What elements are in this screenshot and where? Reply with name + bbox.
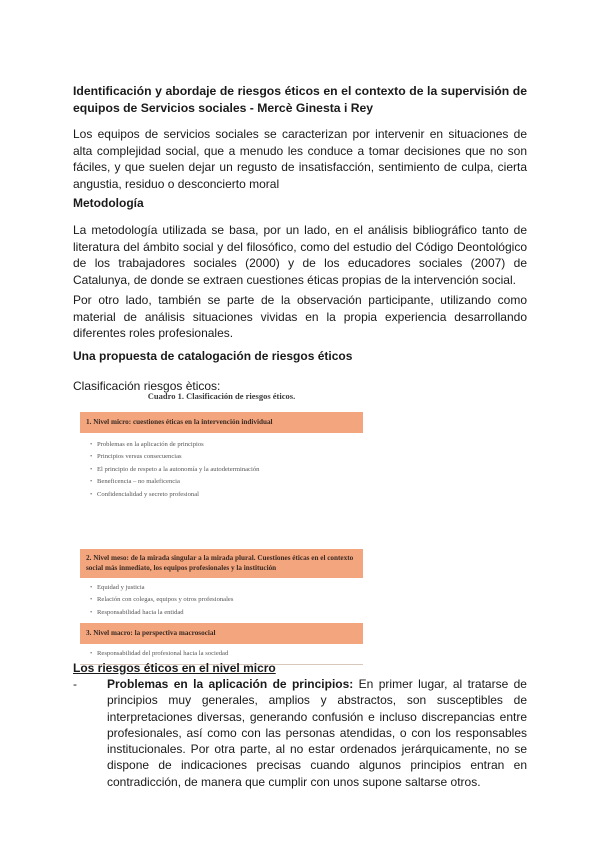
list-item: • Responsabilidad hacia la entidad: [90, 607, 353, 620]
list-item: • Relación con colegas, equipos y otros profesionales: [90, 594, 353, 607]
list-marker: -: [73, 677, 77, 691]
list-item-term: Problemas en la aplicación de principios:: [107, 677, 354, 691]
list-item: • Problemas en la aplicación de principios: [90, 439, 353, 452]
document-title: Identificación y abordaje de riesgos éticos en el contexto de la supervisión de equipos de Servicios sociales - Mercè Ginesta i Rey: [73, 84, 527, 115]
list-item-text: En primer lugar, al tratarse de principios muy generales, amplios y abstractos, son susceptibles de interpretaciones diversas, generando confusión e incluso discrepancias entre profesionales, así como con las personas atendidas, o con los responsables institucionales. Por otra parte, al no estar ordenados jerárquicamente, no se dispone de indicaciones precisas cuando algunos principios entran en contradicción, de manera que cumplir con unos supone saltarse otros.: [107, 677, 527, 789]
list-item: • Confidencialidad y secreto profesional: [90, 489, 353, 502]
list-item: • Beneficencia – no maleficencia: [90, 476, 353, 489]
proposal-heading: Una propuesta de catalogación de riesgos éticos: [73, 349, 353, 363]
list-item: • El principio de respeto a la autonomía y la autodeterminación: [90, 464, 353, 477]
level-micro-header: 1. Nivel micro: cuestiones éticas en la intervención individual: [80, 412, 363, 433]
intro-paragraph: Los equipos de servicios sociales se caracterizan por intervenir en situaciones de alta complejidad social, que a menudo les conduce a tomar decisiones que no son fáciles, y que suelen dejar un regusto de insatisfacción, sentimiento de culpa, cierta angustia, residuo o desconcierto moral: [73, 127, 527, 191]
methodology-paragraph-2: Por otro lado, también se parte de la observación participante, utilizando como material de análisis situaciones vividas en la propia experiencia desarrollando diferentes roles profesionales.: [73, 293, 527, 340]
level-micro-list: [80, 433, 363, 549]
figure-title: Cuadro 1. Clasificación de riesgos éticos.: [147, 391, 296, 401]
list-item: • Equidad y justicia: [90, 582, 353, 595]
list-item: • Principios versus consecuencias: [90, 451, 353, 464]
level-meso-list: [80, 578, 363, 624]
figure-caption: Clasificación riesgos èticos:: [73, 379, 221, 393]
list-item: [73, 676, 527, 790]
level-macro-header: 3. Nivel macro: la perspectiva macrosocial: [80, 623, 363, 644]
level-meso-header: 2. Nivel meso: de la mirada singular a la mirada plural. Cuestiones éticas en el contexto social más inmediato, los equipos profesionales y la institución: [80, 549, 363, 578]
list-item: • Responsabilidad del profesional hacia la sociedad: [90, 648, 353, 661]
risk-classification-figure: [80, 390, 363, 657]
micro-level-heading: Los riesgos éticos en el nivel micro: [73, 661, 276, 675]
methodology-paragraph-1: La metodología utilizada se basa, por un lado, en el análisis bibliográfico tanto de literatura del ámbito social y del filosófico, como del estudio del Código Deontológico de los trabajadores sociales (2000) y de los educadores sociales (2007) de Catalunya, de donde se extraen cuestiones éticas propias de la intervención social.: [73, 223, 527, 287]
methodology-heading: Metodología: [73, 196, 144, 210]
micro-risk-list: [73, 676, 527, 790]
